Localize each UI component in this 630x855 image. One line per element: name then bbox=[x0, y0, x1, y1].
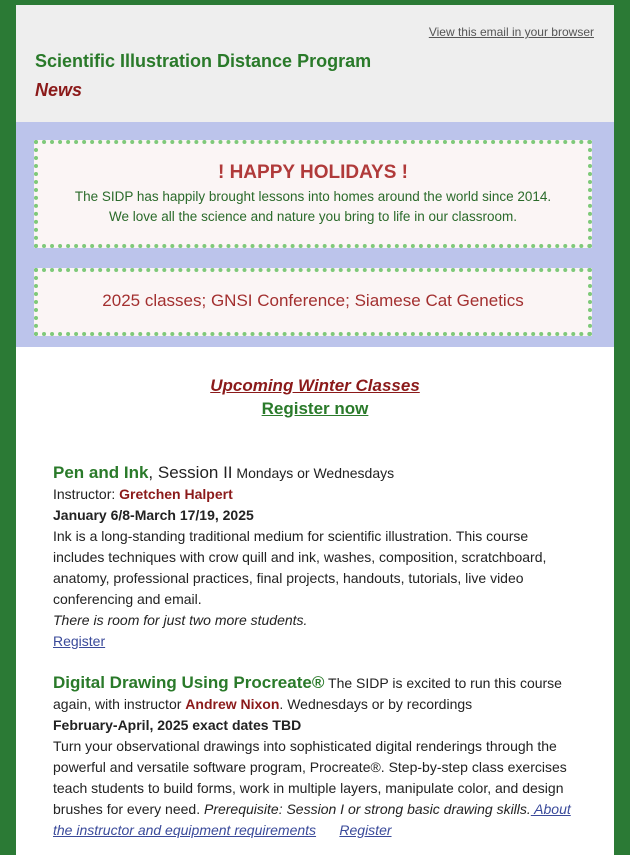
holiday-message-line-2: We love all the science and nature you bring to life in our classroom. bbox=[109, 209, 517, 224]
course-pen-and-ink bbox=[53, 462, 578, 652]
course-dates: February-April, 2025 exact dates TBD bbox=[53, 717, 302, 733]
register-now-link[interactable]: Register now bbox=[261, 399, 369, 418]
instructor-name: Gretchen Halpert bbox=[119, 486, 233, 502]
instructor-line bbox=[53, 484, 578, 505]
holiday-box bbox=[34, 140, 592, 248]
course-procreate bbox=[53, 672, 578, 841]
course-intro bbox=[53, 672, 578, 715]
course-title-line bbox=[53, 462, 578, 484]
course-title: Pen and Ink bbox=[53, 463, 149, 482]
happy-holidays-heading: ! HAPPY HOLIDAYS ! bbox=[217, 162, 409, 183]
program-title: Scientific Illustration Distance Program bbox=[35, 51, 372, 71]
course-prerequisite: Prerequisite: Session I or strong basic drawing skills. bbox=[203, 801, 531, 817]
about-instructor-link[interactable]: About the instructor and equipment requirements bbox=[53, 801, 571, 838]
course-title: Digital Drawing Using Procreate® bbox=[53, 673, 325, 692]
register-link[interactable]: Register bbox=[53, 633, 106, 649]
course-intro-text: The SIDP is excited to run this course again, with instructor bbox=[53, 675, 562, 712]
instructor-label: Instructor: bbox=[53, 486, 120, 502]
holiday-message-line-1: The SIDP has happily brought lessons into homes around the world since 2014. bbox=[74, 189, 552, 204]
course-session: , Session II bbox=[148, 463, 233, 482]
email-frame bbox=[16, 5, 614, 855]
course-dates: January 6/8-March 17/19, 2025 bbox=[53, 507, 254, 523]
course-description: Ink is a long-standing traditional medium for scientific illustration. This course includes techniques with crow quill and ink, washes, composition, scratchboard, anatomy, professional practices, final projects, handouts, tutorials, live video conferencing and email. bbox=[53, 528, 547, 607]
course-schedule: Mondays or Wednesdays bbox=[232, 465, 395, 481]
upcoming-classes-heading[interactable]: Upcoming Winter Classes bbox=[210, 376, 420, 395]
view-in-browser-link[interactable]: View this email in your browser bbox=[428, 25, 594, 39]
register-link[interactable]: Register bbox=[339, 822, 392, 838]
course-schedule: . Wednesdays or by recordings bbox=[279, 696, 473, 712]
topics-box bbox=[34, 268, 592, 336]
course-description-block bbox=[53, 736, 578, 841]
instructor-name: Andrew Nixon bbox=[185, 696, 280, 712]
news-title: News bbox=[35, 80, 83, 100]
email-header bbox=[16, 5, 614, 122]
newsletter-topics: 2025 classes; GNSI Conference; Siamese Cat Genetics bbox=[102, 291, 524, 310]
course-description: Turn your observational drawings into sophisticated digital renderings through the powerful and versatile software program, Procreate®. Step-by-step class exercises teach students to build forms, work in multiple layers, manipulate color, and design brushes for every need. bbox=[53, 738, 567, 817]
course-note: There is room for just two more students. bbox=[53, 612, 308, 628]
holiday-banner bbox=[16, 122, 614, 347]
